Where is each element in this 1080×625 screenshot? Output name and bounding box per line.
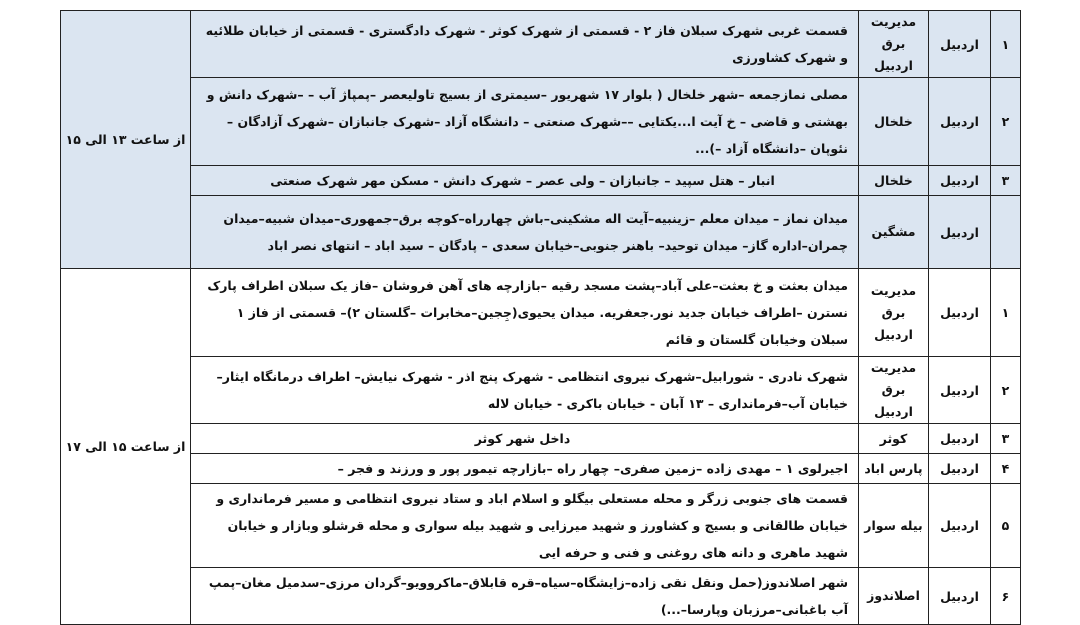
- row-number: [991, 196, 1021, 269]
- time-slot-cell: از ساعت ۱۵ الی ۱۷: [61, 269, 191, 625]
- province-cell: اردبیل: [929, 78, 991, 166]
- table-row: [61, 424, 1021, 454]
- row-number: ۲: [991, 78, 1021, 166]
- row-number: ۲: [991, 357, 1021, 424]
- table-row: [61, 454, 1021, 484]
- city-cell: مدیریت برق اردبیل: [859, 11, 929, 78]
- areas-cell: شهر اصلاندوز(حمل ونقل نقی زاده–زایشگاه–سیاه–قره قابلاق–ماکروویو–گردان مرزی–سدمیل مغان–پمپ آب باغبانی–مرزبان وپارسا–...): [191, 568, 859, 625]
- row-number: ۶: [991, 568, 1021, 625]
- province-cell: اردبیل: [929, 166, 991, 196]
- areas-cell: قسمت غربی شهرک سبلان فاز ۲ - قسمتی از شهرک کوثر - شهرک دادگستری - قسمتی از خیابان طلائیه و شهرک کشاورزی: [191, 11, 859, 78]
- province-cell: اردبیل: [929, 357, 991, 424]
- table-row: [61, 78, 1021, 166]
- areas-cell: داخل شهر کوثر: [191, 424, 859, 454]
- table-row: [61, 196, 1021, 269]
- city-cell: مدیریت برق اردبیل: [859, 357, 929, 424]
- areas-cell: قسمت های جنوبی زرگر و محله مستعلی بیگلو و اسلام اباد و ستاد نیروی انتظامی و مسیر فرمانداری و خیابان طالقانی و بسیج و کشاورز و شهید میرزایی و شهید بیله سواری و محله قرشلو وبازار و خیابان شهید ماهری و دانه های روغنی و فنی و حرفه ایی: [191, 484, 859, 568]
- table-row: [61, 568, 1021, 625]
- province-cell: اردبیل: [929, 454, 991, 484]
- areas-cell: انبار – هتل سپید – جانبازان – ولی عصر – شهرک دانش - مسکن مهر شهرک صنعتی: [191, 166, 859, 196]
- row-number: ۳: [991, 166, 1021, 196]
- areas-cell: اجیرلوی ۱ – مهدی زاده –زمین صفری– چهار راه –بازارچه تیمور پور و ورزند و فجر –: [191, 454, 859, 484]
- areas-cell: میدان نماز – میدان معلم –زینبیه–آیت اله مشکینی–باش چهارراه–کوچه برق–جمهوری–میدان شبیه–میدان چمران–اداره گاز– میدان توحید– باهنر جنوبی–خیابان سعدی – پادگان – سید اباد – انتهای نصر اباد: [191, 196, 859, 269]
- city-cell: کوثر: [859, 424, 929, 454]
- table-row: [61, 484, 1021, 568]
- outage-schedule: [60, 10, 1020, 625]
- city-cell: بیله سوار: [859, 484, 929, 568]
- city-cell: پارس اباد: [859, 454, 929, 484]
- city-cell: اصلاندوز: [859, 568, 929, 625]
- province-cell: اردبیل: [929, 484, 991, 568]
- province-cell: اردبیل: [929, 269, 991, 357]
- time-slot-cell: از ساعت ۱۳ الی ۱۵: [61, 11, 191, 269]
- table-row: [61, 357, 1021, 424]
- areas-cell: میدان بعثت و خ بعثت–علی آباد–پشت مسجد رقیه –بازارچه های آهن فروشان –فاز یک سبلان اطراف پارک نسترن –اطراف خیابان جدید نور.جعفریه. میدان یحیوی(جِجین–مخابرات –گلستان ۲)– قسمتی از فاز ۱ سبلان وخیابان گلستان و قائم: [191, 269, 859, 357]
- row-number: ۱: [991, 11, 1021, 78]
- row-number: ۱: [991, 269, 1021, 357]
- areas-cell: مصلی نمازجمعه –شهر خلخال ( بلوار ۱۷ شهریور –سیمتری از بسیج تاولیعصر –پمپاژ آب – –شهرک دانش و بهشتی و قاضی – خ آیت ا...یکتایی ––شهرک صنعتی – دانشگاه آزاد –شهرک جانبازان –شهرک آزادگان – نئوپان –دانشگاه آزاد –)...: [191, 78, 859, 166]
- row-number: ۳: [991, 424, 1021, 454]
- outage-table: [60, 10, 1021, 625]
- city-cell: خلخال: [859, 166, 929, 196]
- row-number: ۴: [991, 454, 1021, 484]
- province-cell: اردبیل: [929, 196, 991, 269]
- table-row: [61, 11, 1021, 78]
- row-number: ۵: [991, 484, 1021, 568]
- city-cell: خلخال: [859, 78, 929, 166]
- areas-cell: شهرک نادری - شورابیل–شهرک نیروی انتظامی - شهرک پنج اذر - شهرک نیایش– اطراف درمانگاه ایثار–خیابان آب–فرمانداری – ۱۳ آبان - خیابان باکری - خیابان لاله: [191, 357, 859, 424]
- city-cell: مشگین: [859, 196, 929, 269]
- province-cell: اردبیل: [929, 568, 991, 625]
- table-row: [61, 269, 1021, 357]
- table-row: [61, 166, 1021, 196]
- city-cell: مدیریت برق اردبیل: [859, 269, 929, 357]
- province-cell: اردبیل: [929, 11, 991, 78]
- province-cell: اردبیل: [929, 424, 991, 454]
